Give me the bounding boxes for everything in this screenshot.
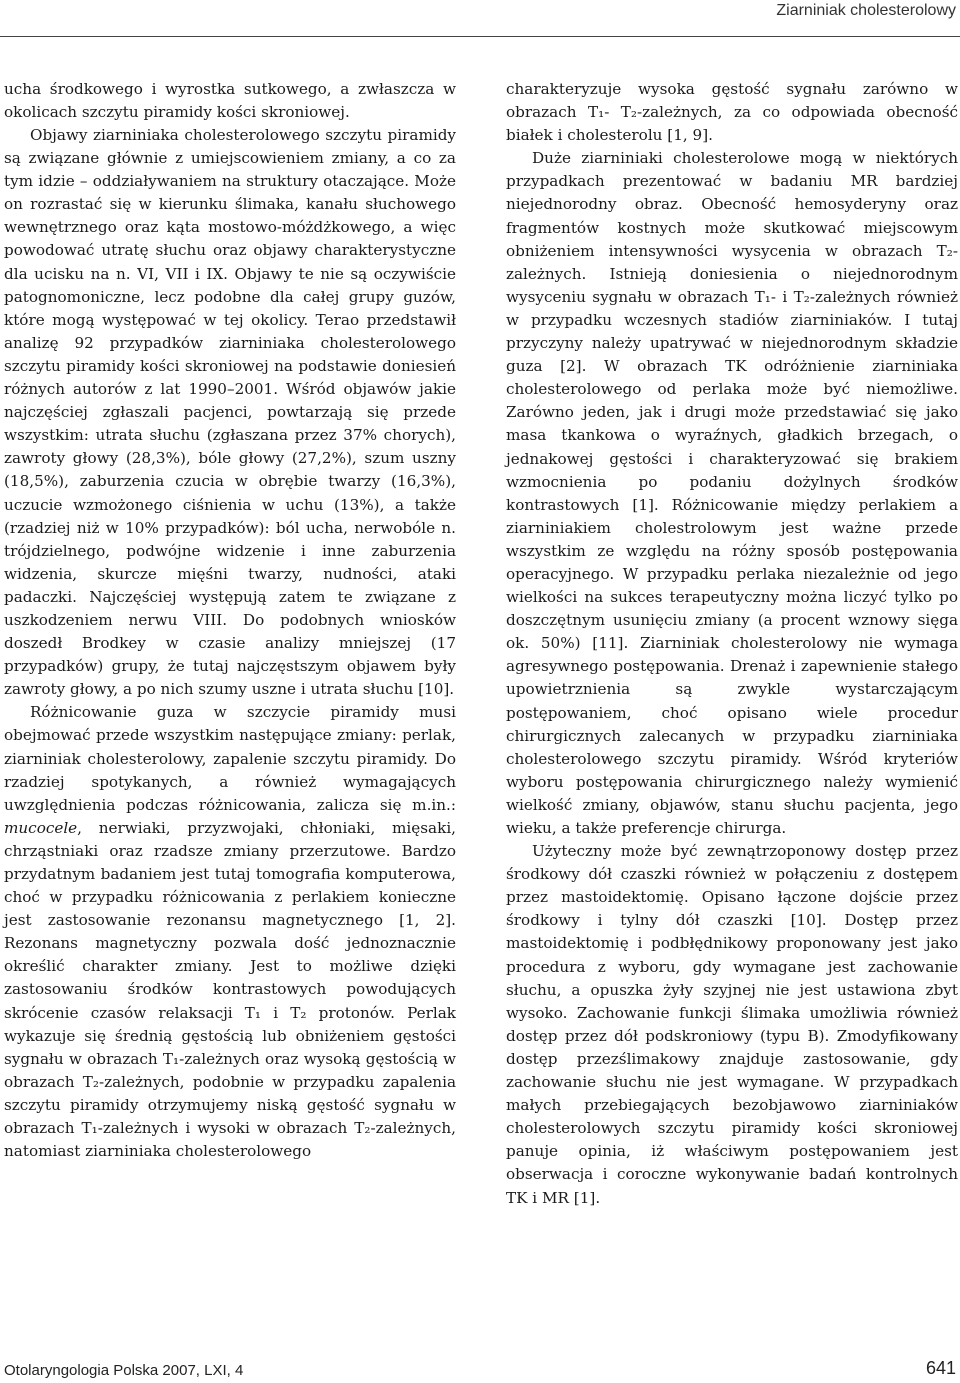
right-column [506, 78, 958, 1210]
page-number: 641 [925, 1358, 956, 1378]
left-paragraph-3-part-2: , nerwiaki, przyzwojaki, chłoniaki, mięsaki, chrząstniaki oraz rzadsze zmiany przerzutowe. Bardzo przydatnym badaniem jest tutaj tomografia komputerowa, choć w przypadku różnicowania z perlakiem konieczne jest zastosowanie rezonansu magnetycznego [1, 2]. Rezonans magnetyczny pozwala dość jednoznacznie określić charakter zmiany. Jest to możliwe dzięki zastosowaniu środków kontrastowych powodujących skrócenie czasów relaksacji T₁ i T₂ protonów. Perlak wykazuje się średnią gęstością lub obniżeniem gęstości sygnału w obrazach T₁-zależnych oraz wysoką gęstością w obrazach T₂-zależnych, podobnie w przypadku zapalenia szczytu piramidy otrzymujemy niską gęstość sygnału w obrazach T₁-zależnych i wysoki w obrazach T₂-zależnych, natomiast ziarniniaka cholesterolowego [4, 818, 456, 1161]
right-paragraph-1: charakteryzuje wysoka gęstość sygnału zarówno w obrazach T₁- T₂-zależnych, za co odpowiada obecność białek i cholesterolu [1, 9]. [506, 80, 958, 145]
right-paragraph-3: Użyteczny może być zewnątrzoponowy dostęp przez środkowy dół czaszki również w połączeniu z dostępem przez mastoidektomię. Opisano łączone dojście przez środkowy i tylny dół czaszki [10]. Dostęp przez mastoidektomię i podbłędnikowy proponowany jest jako procedura z wyboru, gdy wymagane jest zachowanie słuchu, a opuszka żyły szyjnej nie jest ustawiona zbyt wysoko. Zachowanie funkcji ślimaka umożliwia również dostęp przez dół podskroniowy (typu B). Zmodyfikowany dostęp przezślimakowy znajduje zastosowanie, gdy zachowanie słuchu nie jest wymagane. W przypadkach małych przebiegających bezobjawowo ziarniniaków cholesterolowych szczytu piramidy kości skroniowej panuje opinia, iż właściwym postępowaniem jest obserwacja i coroczne wykonywanie badań kontrolnych TK i MR [1]. [506, 842, 958, 1207]
left-column [4, 78, 456, 1163]
left-paragraph-2: Objawy ziarniniaka cholesterolowego szczytu piramidy są związane głównie z umiejscowieniem zmiany, a co za tym idzie – oddziaływaniem na struktury otaczające. Może on rozrastać się w kierunku ślimaka, kanału słuchowego wewnętrznego oraz kąta mostowo-móżdżkowego, a więc powodować utratę słuchu oraz objawy charakterystyczne dla ucisku na n. VI, VII i IX. Objawy te nie są oczywiście patognomoniczne, lecz podobne dla całej grupy guzów, które mogą występować w tej okolicy. Terao przedstawił analizę 92 przypadków ziarniniaka cholesterolowego szczytu piramidy kości skroniowej na podstawie doniesień różnych autorów z lat 1990–2001. Wśród objawów jakie najczęściej zgłaszali pacjenci, powtarzają się przede wszystkim: utrata słuchu (zgłaszana przez 37% chorych), zawroty głowy (28,3%), bóle głowy (27,2%), szum uszny (18,5%), zaburzenia czucia w obrębie twarzy (16,3%), uczucie wzmożonego ciśnienia w uchu (13%), a także (rzadziej niż w 10% przypadków): ból ucha, nerwobóle n. trójdzielnego, podwójne widzenie i inne zaburzenia widzenia, skurcze mięśni twarzy, nudności, ataki padaczki. Najczęściej występują zatem te związane z uszkodzeniem nerwu VIII. Do podobnych wniosków doszedł Brodkey w czasie analizy mniejszej (17 przypadków) grupy, że tutaj najczęstszym objawem były zawroty głowy, a po nich szumy uszne i utrata słuchu [10]. [4, 126, 456, 699]
header-rule [0, 36, 960, 37]
left-paragraph-3-italic-term: mucocele [4, 818, 78, 837]
right-paragraph-2: Duże ziarniniaki cholesterolowe mogą w niektórych przypadkach prezentować w badaniu MR bardziej niejednorodny obraz. Obecność hemosyderyny oraz fragmentów kostnych może skutkować miejscowym obniżeniem intensywności wysycenia w obrazach T₂-zależnych. Istnieją doniesienia o niejednorodnym wysyceniu sygnału w obrazach T₁- i T₂-zależnych również w przypadku wczesnych stadiów ziarniniaków. I tutaj przyczyny należy upatrywać w niejednorodnym składzie guza [2]. W obrazach TK odróżnienie ziarniniaka cholesterolowego od perlaka może być niemożliwe. Zarówno jeden, jak i drugi może przedstawiać się jako masa tkankowa o wyraźnych, gładkich brzegach, o jednakowej gęstości i charakteryzować się brakiem wzmocnienia po podaniu dożylnych środków kontrastowych [1]. Różnicowanie między perlakiem a ziarniniakiem cholestrolowym jest ważne przede wszystkim ze względu na różny sposób postępowania operacyjnego. W przypadku perlaka niezależnie od jego wielkości na sukces terapeutyczny można liczyć tylko po doszczętnym usunięciu zmiany (a procent wznowy sięga ok. 50%) [11]. Ziarniniak cholesterolowy nie wymaga agresywnego postępowania. Drenaż i zapewnienie stałego upowietrznienia są zwykle wystarczającym postępowaniem, choć opisano wiele procedur chirurgicznych zalecanych w przypadku ziarniniaka cholesterolowego szczytu piramidy. Wśród kryteriów wyboru postępowania chirurgicznego należy wymienić wielkość zmiany, objawów, stanu słuchu pacjenta, jego wieku, a także preferencje chirurga. [506, 149, 958, 837]
left-paragraph-3-part-1: Różnicowanie guza w szczycie piramidy musi obejmować przede wszystkim następujące zmiany: perlak, ziarniniak cholesterolowy, zapalenie szczytu piramidy. Do rzadziej spotykanych, a również wymagających uwzględnienia podczas różnicowania, zalicza się m.in.: [4, 703, 456, 814]
running-title: Ziarniniak cholesterolowy [776, 2, 956, 19]
left-paragraph-3 [4, 701, 456, 1163]
footer-journal-citation: Otolaryngologia Polska 2007, LXI, 4 [4, 1362, 244, 1379]
left-paragraph-1: ucha środkowego i wyrostka sutkowego, a zwłaszcza w okolicach szczytu piramidy kości skroniowej. [4, 80, 456, 121]
